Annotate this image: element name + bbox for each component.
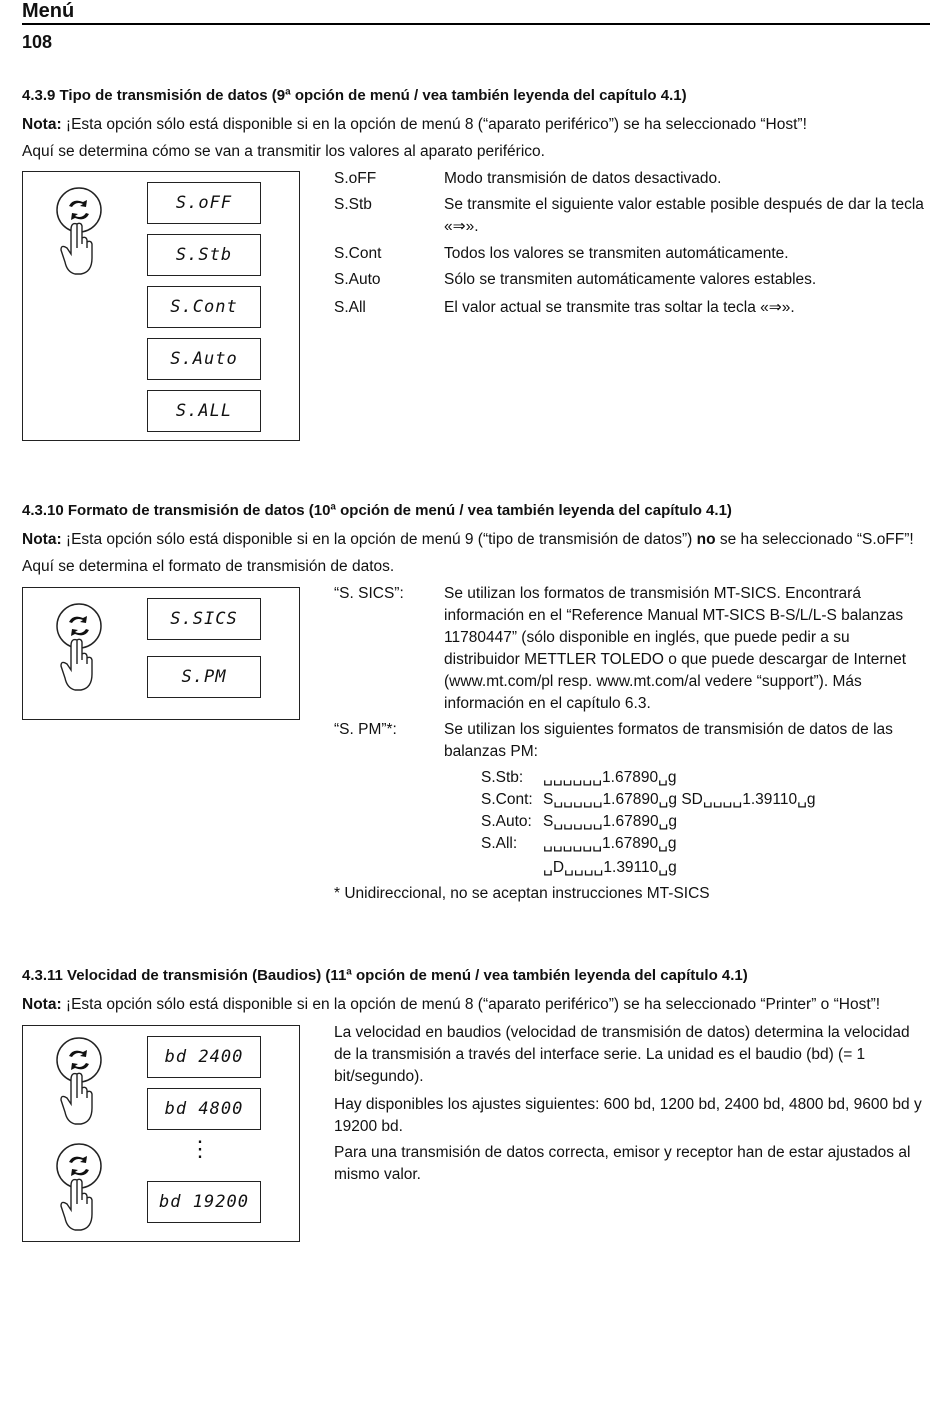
pm-desc: Se utilizan los siguientes formatos de transmisión de datos de las balanzas PM:: [444, 721, 893, 760]
pm-key: “S. PM”*:: [334, 721, 397, 738]
menu-key-press-icon: [49, 602, 109, 698]
baud-paragraph-1: La velocidad en baudios (velocidad de transmisión de datos) determina la velocidad de la transmisión a través del interface serie. La unidad es el baudio (bd) (= 1 bit/segundo).: [334, 1024, 910, 1085]
section-4-3-11-heading: 4.3.11 Velocidad de transmisión (Baudios) (11ª opción de menú / vea también leyenda del capítulo 4.1): [22, 967, 748, 984]
note-text-a: ¡Esta opción sólo está disponible si en la opción de menú 9 (“tipo de transmisión de datos”): [65, 531, 693, 548]
format-line: [481, 858, 677, 877]
option-key: S.Stb: [334, 196, 372, 213]
section-4-3-10-note: [22, 531, 914, 549]
sics-desc: Se utilizan los formatos de transmisión MT-SICS. Encontrará información en el “Reference Manual MT-SICS B-S/L/L-S balanzas 11780447” (sólo disponible en inglés, que puede pedir a su distribuidor METTLER TOLEDO o que puede descargar de Internet (www.mt.com/pl resp. www.mt.com/al vedere “support”). Más información en el capítulo 6.3.: [444, 585, 907, 712]
baud-paragraph-2: Hay disponibles los ajustes siguientes: 600 bd, 1200 bd, 2400 bd, 4800 bd, 9600 bd y 19200 bd.: [334, 1096, 922, 1135]
footnote: * Unidireccional, no se aceptan instrucciones MT-SICS: [334, 885, 710, 902]
format-key: S.Stb:: [481, 769, 524, 786]
note-text: ¡Esta opción sólo está disponible si en la opción de menú 8 (“aparato periférico”) se ha seleccionado “Host”!: [65, 116, 807, 133]
format-value: ␣␣␣␣␣␣1.67890␣g: [543, 835, 677, 852]
section-4-3-11-note: [22, 996, 880, 1014]
sics-key: “S. SICS”:: [334, 585, 404, 602]
ellipsis-vertical: ⋮: [189, 1136, 211, 1161]
option-key: S.All: [334, 299, 366, 316]
display-s-stb: S.Stb: [147, 234, 261, 276]
page-header-title: Menú: [22, 0, 75, 22]
format-value: S␣␣␣␣␣1.67890␣g SD␣␣␣␣1.39110␣g: [543, 791, 816, 808]
sics-row: [334, 583, 930, 723]
format-key: S.Cont:: [481, 791, 533, 808]
display-panel-4-3-10: [22, 587, 300, 720]
section-4-3-9-intro: Aquí se determina cómo se van a transmitir los valores al aparato periférico.: [22, 143, 545, 160]
menu-key-press-icon: [49, 1036, 109, 1132]
note-label: Nota:: [22, 116, 62, 133]
section-4-3-9-note: [22, 116, 807, 134]
menu-key-press-icon: [49, 1142, 109, 1238]
section-4-3-10-intro: Aquí se determina el formato de transmisión de datos.: [22, 558, 395, 575]
format-line: [481, 790, 816, 809]
option-desc: Modo transmisión de datos desactivado.: [444, 170, 722, 187]
option-key: S.oFF: [334, 170, 377, 187]
format-line: [481, 834, 677, 853]
display-panel-4-3-11: [22, 1025, 300, 1242]
display-s-auto: S.Auto: [147, 338, 261, 380]
display-s-off: S.oFF: [147, 182, 261, 224]
option-desc: Se transmite el siguiente valor estable posible después de dar la tecla «⇒».: [444, 196, 924, 235]
page-number: 108: [22, 32, 53, 52]
section-4-3-10-heading: 4.3.10 Formato de transmisión de datos (10ª opción de menú / vea también leyenda del capítulo 4.1): [22, 502, 732, 519]
format-value: S␣␣␣␣␣1.67890␣g: [543, 813, 678, 830]
format-value: ␣D␣␣␣␣1.39110␣g: [543, 859, 677, 876]
format-value: ␣␣␣␣␣␣1.67890␣g: [543, 769, 677, 786]
display-s-cont: S.Cont: [147, 286, 261, 328]
format-line: [481, 812, 677, 831]
header-rule: [22, 23, 930, 25]
menu-key-press-icon: [49, 186, 109, 282]
format-line: [481, 768, 677, 787]
option-key: S.Cont: [334, 245, 382, 262]
display-panel-4-3-9: [22, 171, 300, 441]
option-key: S.Auto: [334, 271, 381, 288]
display-s-all: S.ALL: [147, 390, 261, 432]
option-desc: Todos los valores se transmiten automáticamente.: [444, 245, 789, 262]
option-desc: Sólo se transmiten automáticamente valores estables.: [444, 271, 817, 288]
option-desc: El valor actual se transmite tras soltar la tecla «⇒».: [444, 299, 795, 316]
display-s-pm: S.PM: [147, 656, 261, 698]
display-bd-19200: bd 19200: [147, 1181, 261, 1223]
baud-paragraph-3: Para una transmisión de datos correcta, emisor y receptor han de estar ajustados al mismo valor.: [334, 1144, 911, 1183]
display-bd-2400: bd 2400: [147, 1036, 261, 1078]
note-label: Nota:: [22, 531, 62, 548]
format-key: S.All:: [481, 835, 518, 852]
display-bd-4800: bd 4800: [147, 1088, 261, 1130]
format-key: S.Auto:: [481, 813, 532, 830]
note-text-c: se ha seleccionado “S.oFF”!: [719, 531, 914, 548]
note-text-no: no: [696, 531, 716, 548]
note-label: Nota:: [22, 996, 62, 1013]
display-s-sics: S.SICS: [147, 598, 261, 640]
note-text: ¡Esta opción sólo está disponible si en la opción de menú 8 (“aparato periférico”) se ha seleccionado “Printer” o “Host”!: [65, 996, 881, 1013]
section-4-3-9-heading: 4.3.9 Tipo de transmisión de datos (9ª opción de menú / vea también leyenda del capítulo 4.1): [22, 87, 687, 104]
